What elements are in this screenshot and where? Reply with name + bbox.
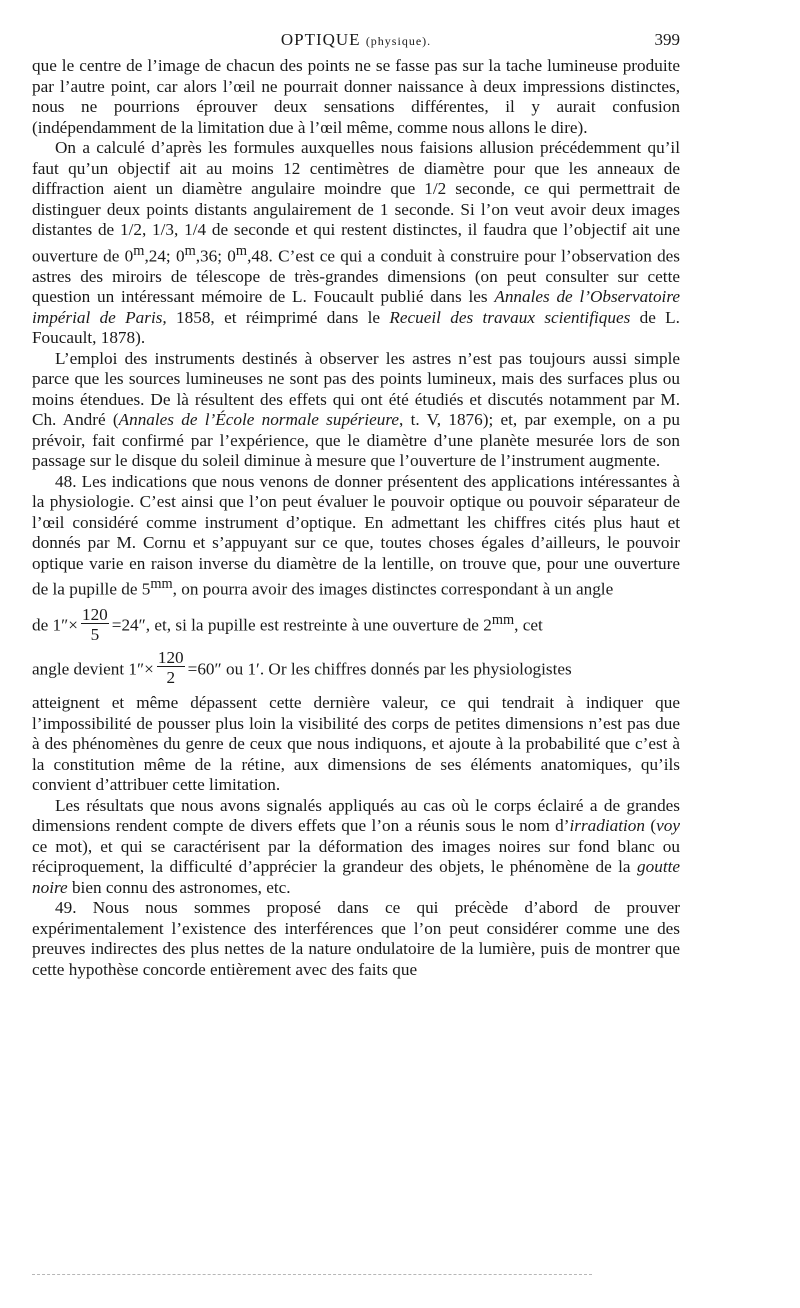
formula-line-1 [32,606,680,645]
fraction-2-numerator: 120 [157,647,184,667]
bottom-scan-artifact [32,1274,592,1275]
formula-2-suffix: =60″ ou 1′. Or les chiffres donnés par les physiologistes [187,659,572,679]
fraction-120-over-2 [157,649,185,686]
term-goutte-noire: goutte noire [32,857,680,897]
paragraph-3-text-a: L’emploi des instruments destinés à observer les astres n’est pas toujours aussi simple parce que les sources lumineuses ne sont pas des points lumineux, mais des surfaces plus ou moins étendues. De là résultent des effets qui ont été étudiés et discutés notamment par M. Ch. André ( [32,348,680,430]
paragraph-2-text-c: ,36; 0 [195,246,236,266]
paragraph-4-text-b: , on pourra avoir des images distinctes correspondant à un angle [172,579,614,599]
unit-m-1: m [133,242,145,259]
paragraph-4-text-a: 48. Les indications que nous venons de donner présentent des applications intéressantes à la physiologie. C’est ainsi que l’on peut évaluer le pouvoir optique ou pouvoir séparateur de l’œil considéré comme instrument d’optique. En admettant les chiffres cités plus haut et donnés par M. Cornu et s’appuyant sur ce que, toutes choses égales d’ailleurs, le pouvoir optique varie en raison inverse du diamètre de la lentille, on trouve que, pour une ouverture de la pupille de 5 [32,471,680,599]
paragraph-2-text-d: ,48. C’est ce qui a conduit à construire pour l’observation des astres des miroirs de télescope de très-grandes dimensions (on peut consulter sur cette question un intéressant mémoire de L. Foucault publié dans les [32,246,680,307]
paragraph-1: que le centre de l’image de chacun des points ne se fasse pas sur la tache lumineuse produite par l’autre point, car alors l’œil ne pourrait donner naissance à deux impressions distinctes, nous ne pourrions éprouver deux sensations différentes, il y aurait confusion (indépendamment de la limitation due à l’œil même, comme nous allons le dire). [32,56,680,137]
paragraph-6: 49. Nous nous sommes proposé dans ce qui précède d’abord de prouver expérimentalement l’existence des interférences que l’on peut considérer comme une des preuves indirectes des plus nettes de la nature ondulatoire de la lumière, puis de montrer que cette hypothèse concorde entièrement avec des faits que [32,898,680,979]
running-header [32,22,680,56]
paragraph-5-text-b: ( [644,816,657,836]
citation-annales-observatoire: Annales de l’Observatoire impérial de Paris, [32,287,680,327]
fraction-1-numerator: 120 [81,604,108,624]
fraction-2-denominator: 2 [166,668,176,688]
running-title-main: OPTIQUE [280,30,361,49]
formula-1-prefix: de 1″× [32,616,78,636]
formula-1-suffix: =24″, et, si la pupille est restreinte à une ouverture de 2 [111,616,492,636]
unit-m-3: m [235,242,248,259]
term-voy: voy [656,816,680,836]
page-number: 399 [654,30,680,49]
formula-1-end: , cet [514,616,543,636]
running-title-sub: (physique). [365,34,432,48]
paragraph-3 [32,349,680,472]
paragraph-2-text-a: On a calculé d’après les formules auxquelles nous faisions allusion précédemment qu’il faut qu’un objectif ait au moins 12 centimètres de diamètre pour que les anneaux de diffraction aient un diamètre angulaire moindre que 1/2 seconde, ce qui permettrait de distinguer deux points distants angulairement de 1 seconde. Si l’on veut avoir deux images distantes de 1/2, 1/3, 1/4 de seconde et qui restent distinctes, il faudra que l’objectif ait une ouverture de 0 [32,138,680,266]
paragraph-2-text-b: ,24; 0 [144,246,185,266]
paragraph-5 [32,796,680,899]
unit-mm-1: mm [150,576,173,593]
paragraph-4 [32,472,680,601]
running-title [32,30,680,50]
unit-m-2: m [184,242,196,259]
paragraph-5-text-d: bien connu des astronomes, etc. [67,877,291,897]
paragraph-2-text-f: de L. Foucault, 1878). [32,307,680,348]
paragraph-4-continued: atteignent et même dépassent cette dernière valeur, ce qui tendrait à indiquer que l’impossibilité de pousser plus loin la visibilité des corps de petites dimensions n’est pas due à des phénomènes du genre de ceux que nous indiquons, et ajoute à la probabilité que c’est à la constitution même de la rétine, aux dimensions de ses éléments anatomiques, qu’ils convient d’attribuer cette limitation. [32,693,680,795]
document-page [32,22,680,980]
fraction-120-over-5 [81,606,109,643]
paragraph-3-text-b: , t. V, 1876); et, par exemple, on a pu prévoir, fait confirmé par l’expérience, que le diamètre d’une planète mesurée lors de son passage sur le disque du soleil diminue à mesure que l’ouverture de l’instrument augmente. [32,410,680,471]
fraction-1-denominator: 5 [90,624,100,644]
paragraph-5-text-c: ce mot), et qui se caractérisent par la déformation des images noires sur fond blanc ou réciproquement, la difficulté d’apprécier la grandeur des objets, le phénomène de la [32,836,680,877]
citation-annales-ecole: Annales de l’École normale supérieure [118,410,400,430]
term-irradiation: irradiation [569,816,645,836]
paragraph-5-text-a: Les résultats que nous avons signalés appliqués au cas où le corps éclairé a de grandes dimensions rendent compte de divers effets que l’on a réunis sous le nom d’ [32,795,680,836]
formula-2-prefix: angle devient 1″× [32,659,154,679]
citation-recueil: Recueil des travaux scientifiques [389,307,631,327]
body-text [32,56,680,980]
paragraph-2 [32,138,680,349]
formula-line-2 [32,647,680,689]
paragraph-2-text-e: 1858, et réimprimé dans le [166,307,390,327]
unit-mm-2: mm [491,612,515,629]
